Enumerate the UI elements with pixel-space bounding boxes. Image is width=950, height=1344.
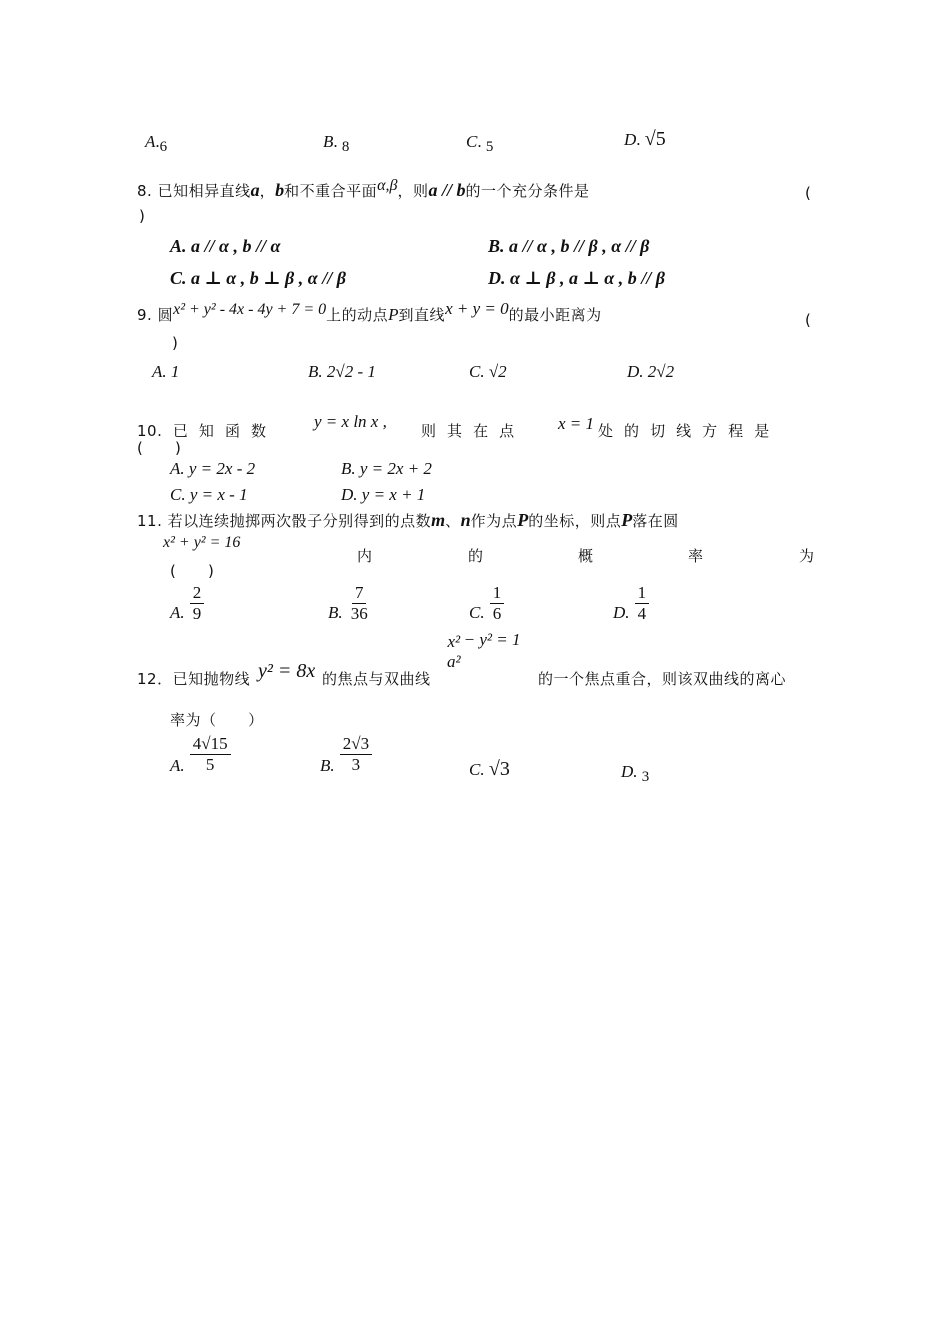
q9-option-b: B. 2√2 - 1 xyxy=(308,362,376,381)
q9-paren-open: ( xyxy=(805,311,812,329)
q12-prefix: 12．已知抛物线 xyxy=(137,670,251,688)
q12-option-a: A. $\frac{4√15}{5}$ xyxy=(170,734,231,775)
q12-parabola: y² = 8x xyxy=(258,660,316,682)
q9-option-d: D. 2√2 xyxy=(627,362,675,381)
q8-paren-close: ) xyxy=(139,207,146,225)
q12-line2: 率为（ ） xyxy=(170,711,264,729)
q11-word-2: 的 xyxy=(468,547,484,565)
q10-option-a: A. y = 2x - 2 xyxy=(170,459,256,478)
q8-paren-open: ( xyxy=(805,184,812,202)
q11-stem: 11. 若以连续抛掷两次骰子分别得到的点数m、n作为点P的坐标，则点P落在圆 xyxy=(137,510,679,530)
q7-option-b: B. 8 xyxy=(323,132,350,155)
q12-option-d: D. 3 xyxy=(621,762,650,785)
q8-option-d: D. α ⊥ β , a ⊥ α , b // β xyxy=(488,268,665,288)
q11-word-5: 为 xyxy=(799,547,815,565)
q10-point: x = 1 xyxy=(558,414,595,433)
q12-option-b: B. $\frac{2√3}{3}$ xyxy=(320,734,372,775)
q10-function: y = x ln x , xyxy=(314,412,387,431)
q8-option-a: A. a // α , b // α xyxy=(170,236,281,256)
q10-option-d: D. y = x + 1 xyxy=(341,485,426,504)
q11-option-c: C. $\frac{1}{6}$ xyxy=(469,583,504,624)
q11-option-b: B. $\frac{7}{36}$ xyxy=(328,583,368,623)
q7-option-d: D. √5 xyxy=(624,128,666,150)
q11-circle: x² + y² = 16 xyxy=(163,534,241,551)
q12-hyperbola: x² a² − y² = 1 xyxy=(447,629,521,671)
q11-option-a: A. $\frac{2}{9}$ xyxy=(170,583,204,624)
q11-paren: ( ) xyxy=(170,562,215,580)
q11-word-3: 概 xyxy=(578,547,594,565)
q8-option-b: B. a // α , b // β , α // β xyxy=(488,236,650,256)
q12-tail: 的一个焦点重合，则该双曲线的离心 xyxy=(538,670,787,688)
q12-option-c: C. √3 xyxy=(469,758,510,780)
q10-option-b: B. y = 2x + 2 xyxy=(341,459,432,478)
q7-option-c: C. 5 xyxy=(466,132,494,155)
q10-prefix: 10. 已 知 函 数 xyxy=(137,422,267,440)
q11-word-4: 率 xyxy=(688,547,704,565)
q9-paren-close: ) xyxy=(172,334,179,352)
q7-option-a: A.6 xyxy=(145,132,168,155)
q10-mid: 则 其 在 点 xyxy=(421,422,515,440)
q8-stem: 8. 已知相异直线a，b和不重合平面α,β，则a // b的一个充分条件是 xyxy=(137,177,590,200)
q9-option-c: C. √2 xyxy=(469,362,507,381)
q9-option-a: A. 1 xyxy=(152,362,180,381)
q11-word-1: 内 xyxy=(357,547,373,565)
q10-paren: ( ) xyxy=(137,439,182,457)
q8-option-c: C. a ⊥ α , b ⊥ β , α // β xyxy=(170,268,346,288)
q10-option-c: C. y = x - 1 xyxy=(170,485,248,504)
q12-mid: 的焦点与双曲线 xyxy=(322,670,431,688)
q9-stem: 9. 圆x² + y² - 4x - 4y + 7 = 0上的动点P到直线x + y = 0的最小距离为 xyxy=(137,299,602,324)
q11-option-d: D. $\frac{1}{4}$ xyxy=(613,583,649,624)
q10-tail: 处 的 切 线 方 程 是 xyxy=(598,422,770,440)
